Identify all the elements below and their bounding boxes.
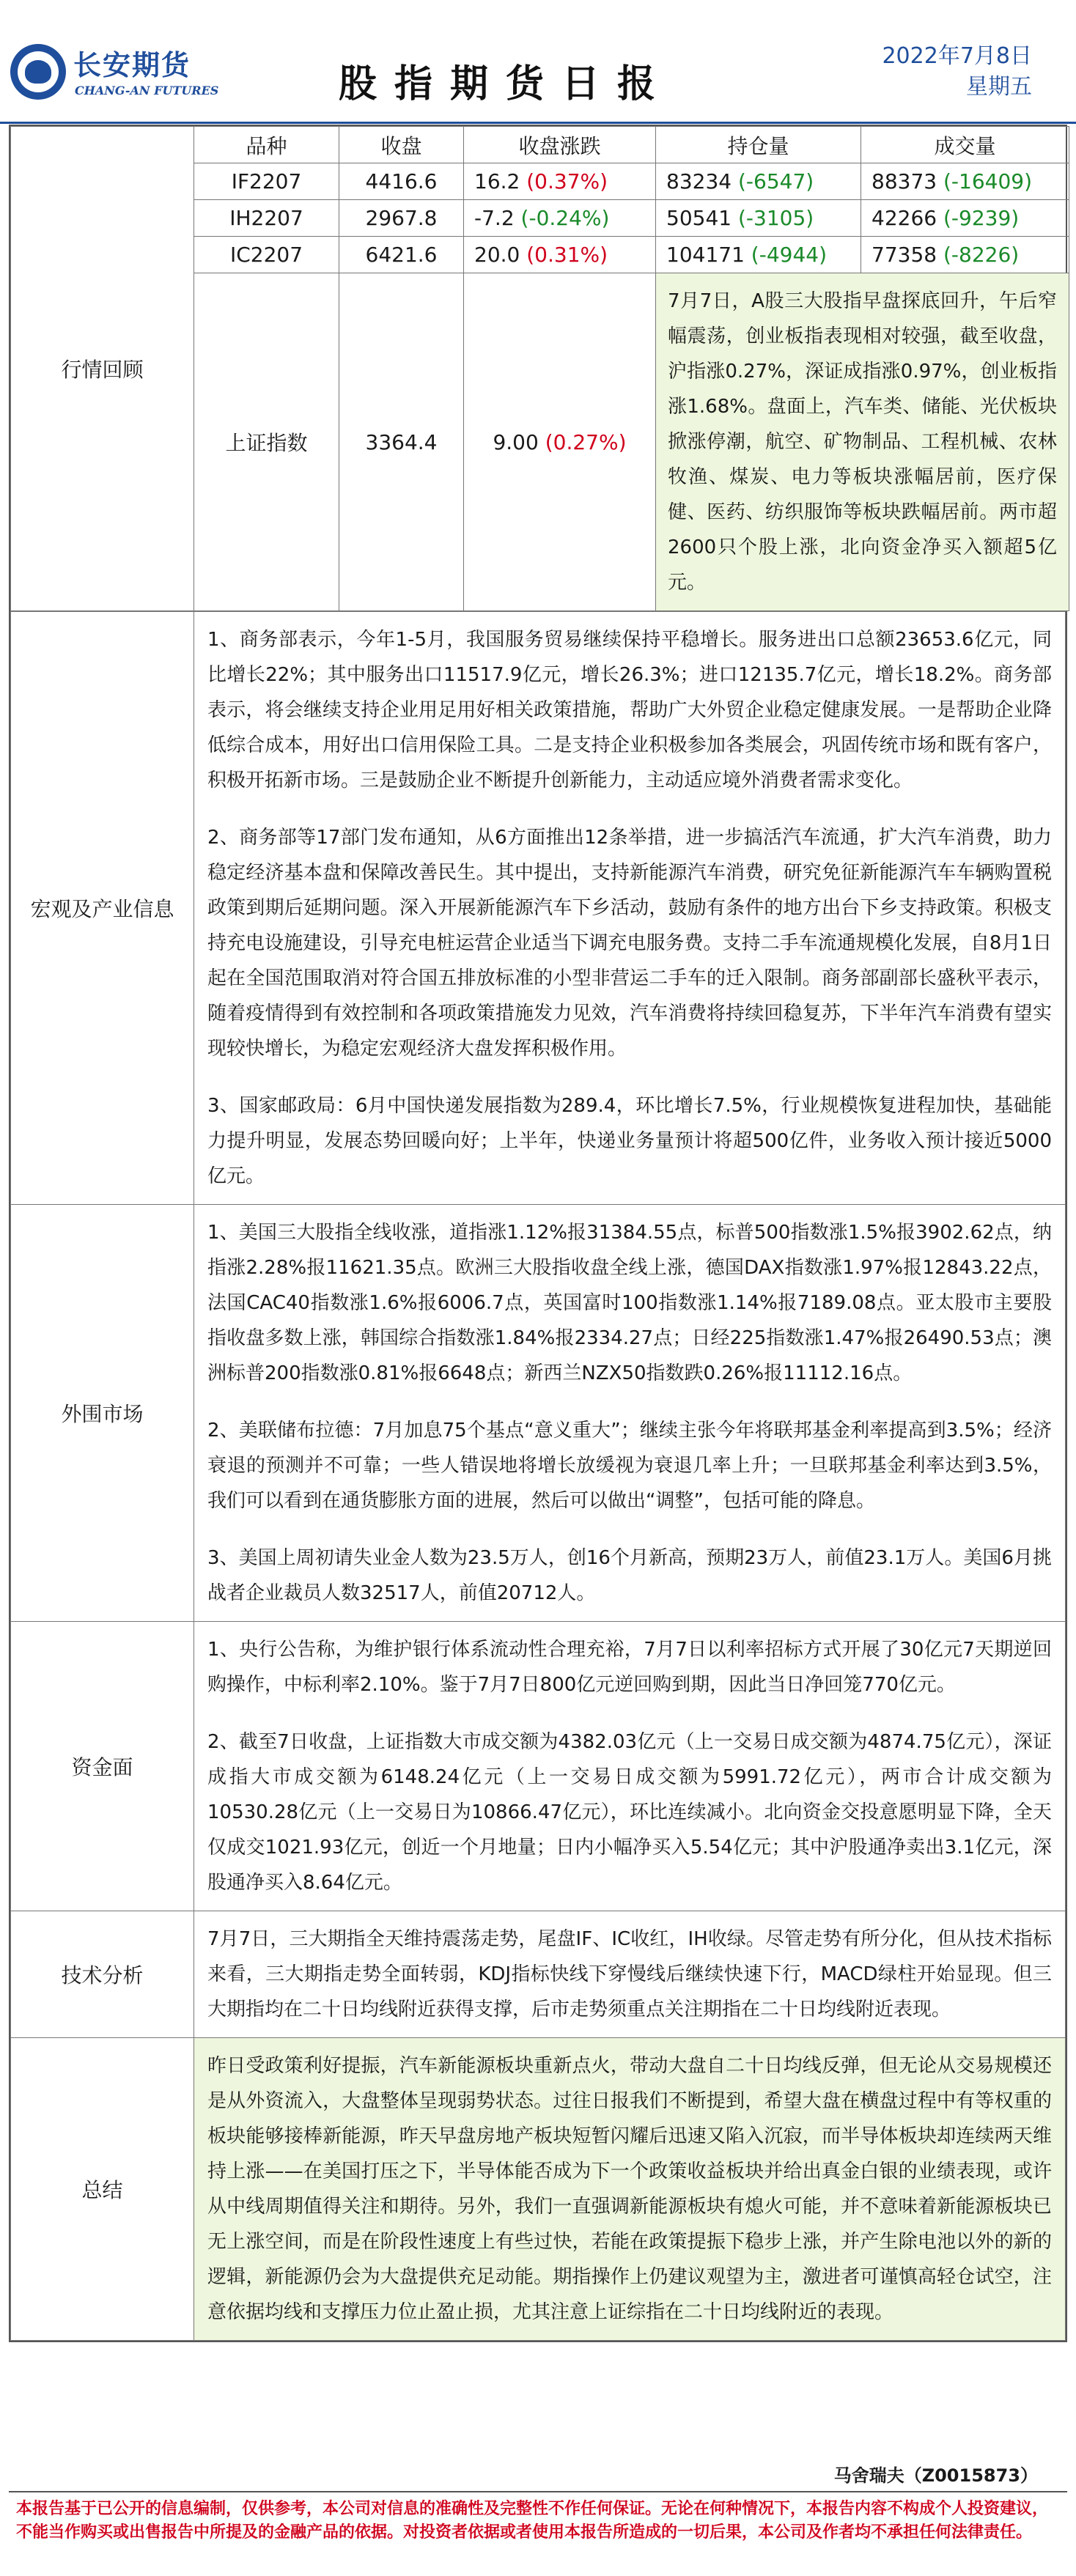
close-change: -7.2 (-0.24%) — [464, 200, 656, 237]
column-header: 持仓量 — [656, 127, 861, 163]
index-change: 9.00 (0.27%) — [464, 273, 656, 611]
company-emblem-icon — [10, 44, 66, 100]
index-name: 上证指数 — [194, 273, 339, 611]
section-label-review: 行情回顾 — [11, 127, 194, 611]
open-interest: 104171 (-4944) — [656, 237, 861, 273]
column-header: 成交量 — [861, 127, 1069, 163]
paragraph: 昨日受政策利好提振，汽车新能源板块重新点火，带动大盘自二十日均线反弹，但无论从交易规模还是从外资流入，大盘整体呈现弱势状态。过往日报我们不断提到，希望大盘在横盘过程中有等权重的板块能够接棒新能源，昨天早盘房地产板块短暂闪耀后迅速又陷入沉寂，而半导体板块却连续两天维持上涨——在美国打压之下，半导体能否成为下一个政策收益板块并给出真金白银的业绩表现，或许从中线周期值得关注和期待。另外，我们一直强调新能源板块有熄火可能，并不意味着新能源板块已无上涨空间，而是在阶段性速度上有些过快，若能在政策提振下稳步上涨，并产生除电池以外的新的逻辑，新能源仍会为大盘提供充足动能。期指操作上仍建议观望为主，激进者可谨慎高轻仓试空，注意依据均线和支撑压力位止盈止损，尤其注意上证综指在二十日均线附近的表现。 — [207, 2055, 1052, 2323]
column-header: 品种 — [194, 127, 339, 163]
close-price: 2967.8 — [339, 200, 464, 237]
paragraph: 3、国家邮政局：6月中国快递发展指数为289.4，环比增长7.5%，行业规模恢复进程加快，基础能力提升明显，发展态势回暖向好；上半年，快递业务量预计将超500亿件，业务收入预计接近5000亿元。 — [207, 1095, 1052, 1187]
market-review-text: 7月7日，A股三大股指早盘探底回升，午后窄幅震荡，创业板指表现相对较强，截至收盘，沪指涨0.27%，深证成指涨0.97%，创业板指涨1.68%。盘面上，汽车类、储能、光伏板块掀涨停潮，航空、矿物制品、工程机械、农林牧渔、煤炭、电力等板块涨幅居前，医疗保健、医药、纺织服饰等板块跌幅居前。两市超2600只个股上涨，北向资金净买入额超5亿元。 — [656, 273, 1069, 611]
open-interest: 50541 (-3105) — [656, 200, 861, 237]
company-logo — [10, 40, 219, 113]
section-funds — [11, 1622, 1066, 1911]
paragraph: 2、美联储布拉德：7月加息75个基点“意义重大”；继续主张今年将联邦基金利率提高到3.5%；经济衰退的预测并不可靠；一些人错误地将增长放缓视为衰退几率上升；一旦联邦基金利率达到3.5%，我们可以看到在通货膨胀方面的进展，然后可以做出“调整”，包括可能的降息。 — [207, 1420, 1052, 1512]
change-pct: (0.27%) — [545, 429, 627, 454]
report-weekday: 星期五 — [966, 74, 1032, 100]
volume: 42266 (-9239) — [861, 200, 1069, 237]
vol-change: (-8226) — [943, 243, 1020, 267]
contract-name: IC2207 — [194, 237, 339, 273]
section-body-overseas — [194, 1205, 1066, 1622]
market-review-table — [10, 126, 1069, 611]
paragraph: 3、美国上周初请失业金人数为23.5万人，创16个月新高，预期23万人，前值23.1万人。美国6月挑战者企业裁员人数32517人，前值20712人。 — [207, 1547, 1052, 1604]
close-change: 16.2 (0.37%) — [464, 163, 656, 200]
report-date-block — [882, 41, 1032, 103]
paragraph: 2、截至7日收盘，上证指数大市成交额为4382.03亿元（上一交易日成交额为4874.75亿元），深证成指大市成交额为6148.24亿元（上一交易日成交额为5991.72亿元），两市合计成交额为10530.28亿元（上一交易日为10866.47亿元），环比连续减小。北向资金交投意愿明显下降，全天仅成交1021.93亿元，创近一个月地量；日内小幅净买入5.54亿元；其中沪股通净卖出3.1亿元，深股通净买入8.64亿元。 — [207, 1731, 1052, 1894]
disclaimer-text: 本报告基于已公开的信息编制，仅供参考，本公司对信息的准确性及完整性不作任何保证。无论在何种情况下，本报告内容不构成个人投资建议，不能当作购买或出售报告中所提及的金融产品的依据。对投资者依据或者使用本报告所造成的一切后果，本公司及作者均不承担任何法律责任。 — [16, 2499, 1049, 2542]
volume: 77358 (-8226) — [861, 237, 1069, 273]
change-pct: (-0.24%) — [520, 206, 610, 230]
report-title: 股指期货日报 — [338, 62, 673, 106]
change-pct: (0.31%) — [526, 243, 608, 267]
paragraph: 1、美国三大股指全线收涨，道指涨1.12%报31384.55点，标普500指数涨1.5%报3902.62点，纳指涨2.28%报11621.35点。欧洲三大股指收盘全线上涨，德国DAX指数涨1.97%报12843.22点，法国CAC40指数涨1.6%报6006.7点，英国富时100指数涨1.14%报7189.08点。亚太股市主要股指收盘多数上涨，韩国综合指数涨1.84%报2334.27点；日经225指数涨1.47%报26490.53点；澳洲标普200指数涨0.81%报6648点；新西兰NZX50指数跌0.26%报11112.16点。 — [207, 1222, 1052, 1384]
header-divider — [0, 122, 1076, 124]
report-footer — [9, 2457, 1067, 2574]
section-body-macro — [194, 612, 1066, 1205]
section-macro — [11, 612, 1066, 1205]
volume: 88373 (-16409) — [861, 163, 1069, 200]
close-price: 6421.6 — [339, 237, 464, 273]
section-overseas — [11, 1205, 1066, 1622]
index-close: 3364.4 — [339, 273, 464, 611]
paragraph: 7月7日，三大期指全天维持震荡走势，尾盘IF、IC收红，IH收绿。尽管走势有所分化，但从技术指标来看，三大期指走势全面转弱，KDJ指标快线下穿慢线后继续快速下行，MACD绿柱开始显现。但三大期指均在二十日均线附近获得支撑，后市走势须重点关注期指在二十日均线附近表现。 — [207, 1928, 1052, 2020]
column-header: 收盘涨跌 — [464, 127, 656, 163]
analyst-name: 马舍瑞夫（Z0015873） — [833, 2465, 1038, 2486]
open-interest: 83234 (-6547) — [656, 163, 861, 200]
vol-change: (-16409) — [943, 169, 1033, 193]
section-label-overseas: 外围市场 — [11, 1205, 194, 1622]
close-price: 4416.6 — [339, 163, 464, 200]
oi-change: (-4944) — [751, 243, 828, 267]
section-technical — [11, 1911, 1066, 2038]
vol-change: (-9239) — [943, 206, 1020, 230]
section-summary — [11, 2038, 1066, 2341]
info-sections-table — [10, 611, 1066, 2341]
section-label-funds: 资金面 — [11, 1622, 194, 1911]
table-header-row — [11, 127, 1069, 163]
section-body-summary — [194, 2038, 1066, 2341]
contract-name: IF2207 — [194, 163, 339, 200]
report-header — [0, 0, 1076, 139]
section-label-macro: 宏观及产业信息 — [11, 612, 194, 1205]
oi-change: (-6547) — [737, 169, 814, 193]
change-pct: (0.37%) — [526, 169, 608, 193]
company-name-en: CHANG-AN FUTURES — [75, 84, 219, 97]
section-label-summary: 总结 — [11, 2038, 194, 2341]
section-label-technical: 技术分析 — [11, 1911, 194, 2038]
paragraph: 1、商务部表示，今年1-5月，我国服务贸易继续保持平稳增长。服务进出口总额23653.6亿元，同比增长22%；其中服务出口11517.9亿元，增长26.3%；进口12135.7亿元，增长18.2%。商务部表示，将会继续支持企业用足用好相关政策措施，帮助广大外贸企业稳定健康发展。一是帮助企业降低综合成本，用好出口信用保险工具。二是支持企业积极参加各类展会，巩固传统市场和既有客户，积极开拓新市场。三是鼓励企业不断提升创新能力，主动适应境外消费者需求变化。 — [207, 629, 1052, 791]
report-body — [9, 125, 1067, 2342]
report-date: 2022年7月8日 — [882, 43, 1032, 69]
section-body-technical — [194, 1911, 1066, 2038]
contract-name: IH2207 — [194, 200, 339, 237]
paragraph: 1、央行公告称，为维护银行体系流动性合理充裕，7月7日以利率招标方式开展了30亿元7天期逆回购操作，中标利率2.10%。鉴于7月7日800亿元逆回购到期，因此当日净回笼770亿元。 — [207, 1639, 1052, 1696]
close-change: 20.0 (0.31%) — [464, 237, 656, 273]
column-header: 收盘 — [339, 127, 464, 163]
section-body-funds — [194, 1622, 1066, 1911]
company-name-cn: 长安期货 — [73, 49, 191, 81]
paragraph: 2、商务部等17部门发布通知，从6方面推出12条举措，进一步搞活汽车流通，扩大汽车消费，助力稳定经济基本盘和保障改善民生。其中提出，支持新能源汽车消费，研究免征新能源汽车车辆购置税政策到期后延期问题。深入开展新能源汽车下乡活动，鼓励有条件的地方出台下乡支持政策。积极支持充电设施建设，引导充电桩运营企业适当下调充电服务费。支持二手车流通规模化发展，自8月1日起在全国范围取消对符合国五排放标准的小型非营运二手车的迁入限制。商务部副部长盛秋平表示，随着疫情得到有效控制和各项政策措施发力见效，汽车消费将持续回稳复苏，下半年汽车消费有望实现较快增长，为稳定宏观经济大盘发挥积极作用。 — [207, 827, 1052, 1060]
oi-change: (-3105) — [737, 206, 814, 230]
